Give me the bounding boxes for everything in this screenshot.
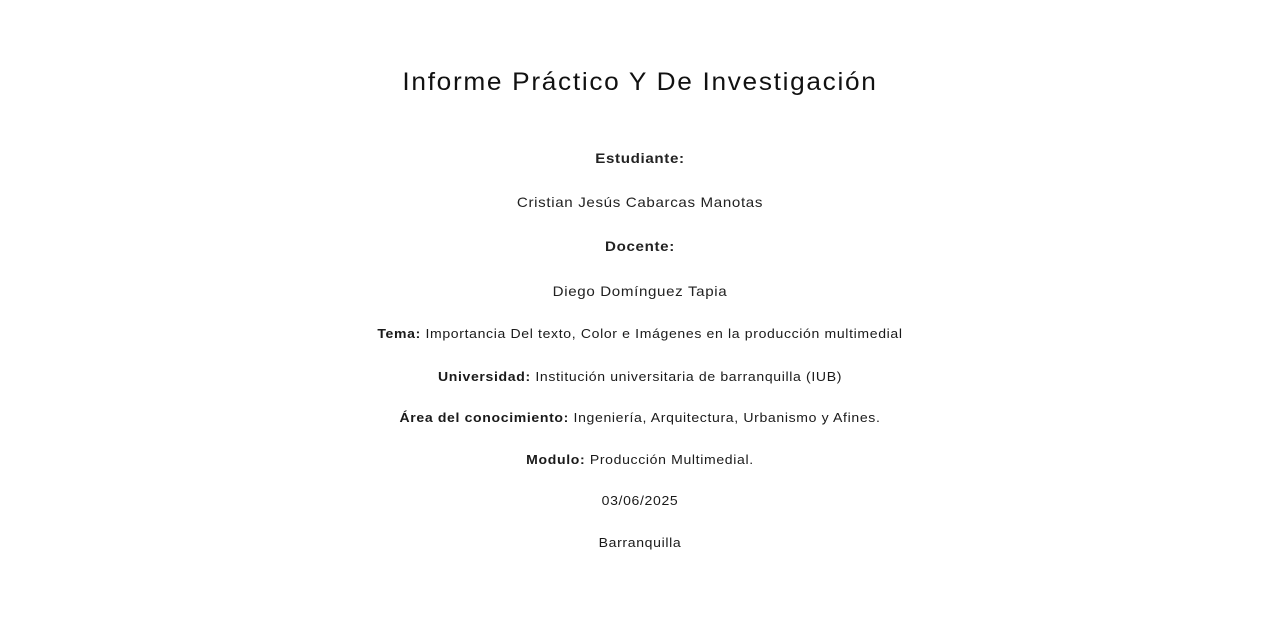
teacher-name: Diego Domínguez Tapia: [552, 283, 728, 299]
module-line: [0, 452, 1280, 467]
teacher-label: Docente:: [605, 238, 675, 254]
topic-line: [0, 326, 1280, 341]
area-line: [0, 410, 1280, 425]
student-name: Cristian Jesús Cabarcas Manotas: [516, 194, 764, 210]
student-label: Estudiante:: [595, 150, 685, 166]
date-text: 03/06/2025: [601, 493, 679, 508]
city-text: Barranquilla: [598, 535, 682, 550]
university-label: Universidad:: [437, 369, 531, 384]
topic-label: Tema:: [377, 326, 421, 341]
module-label: Modulo:: [526, 452, 586, 467]
university-value: Institución universitaria de barranquilla (IUB): [530, 369, 843, 384]
module-value: Producción Multimedial.: [585, 452, 754, 467]
document-title: Informe Práctico Y De Investigación: [402, 68, 878, 96]
area-value: Ingeniería, Arquitectura, Urbanismo y Afines.: [568, 410, 881, 425]
topic-value: Importancia Del texto, Color e Imágenes en la producción multimedial: [420, 326, 903, 341]
university-line: [0, 369, 1280, 384]
area-label: Área del conocimiento:: [399, 410, 569, 425]
